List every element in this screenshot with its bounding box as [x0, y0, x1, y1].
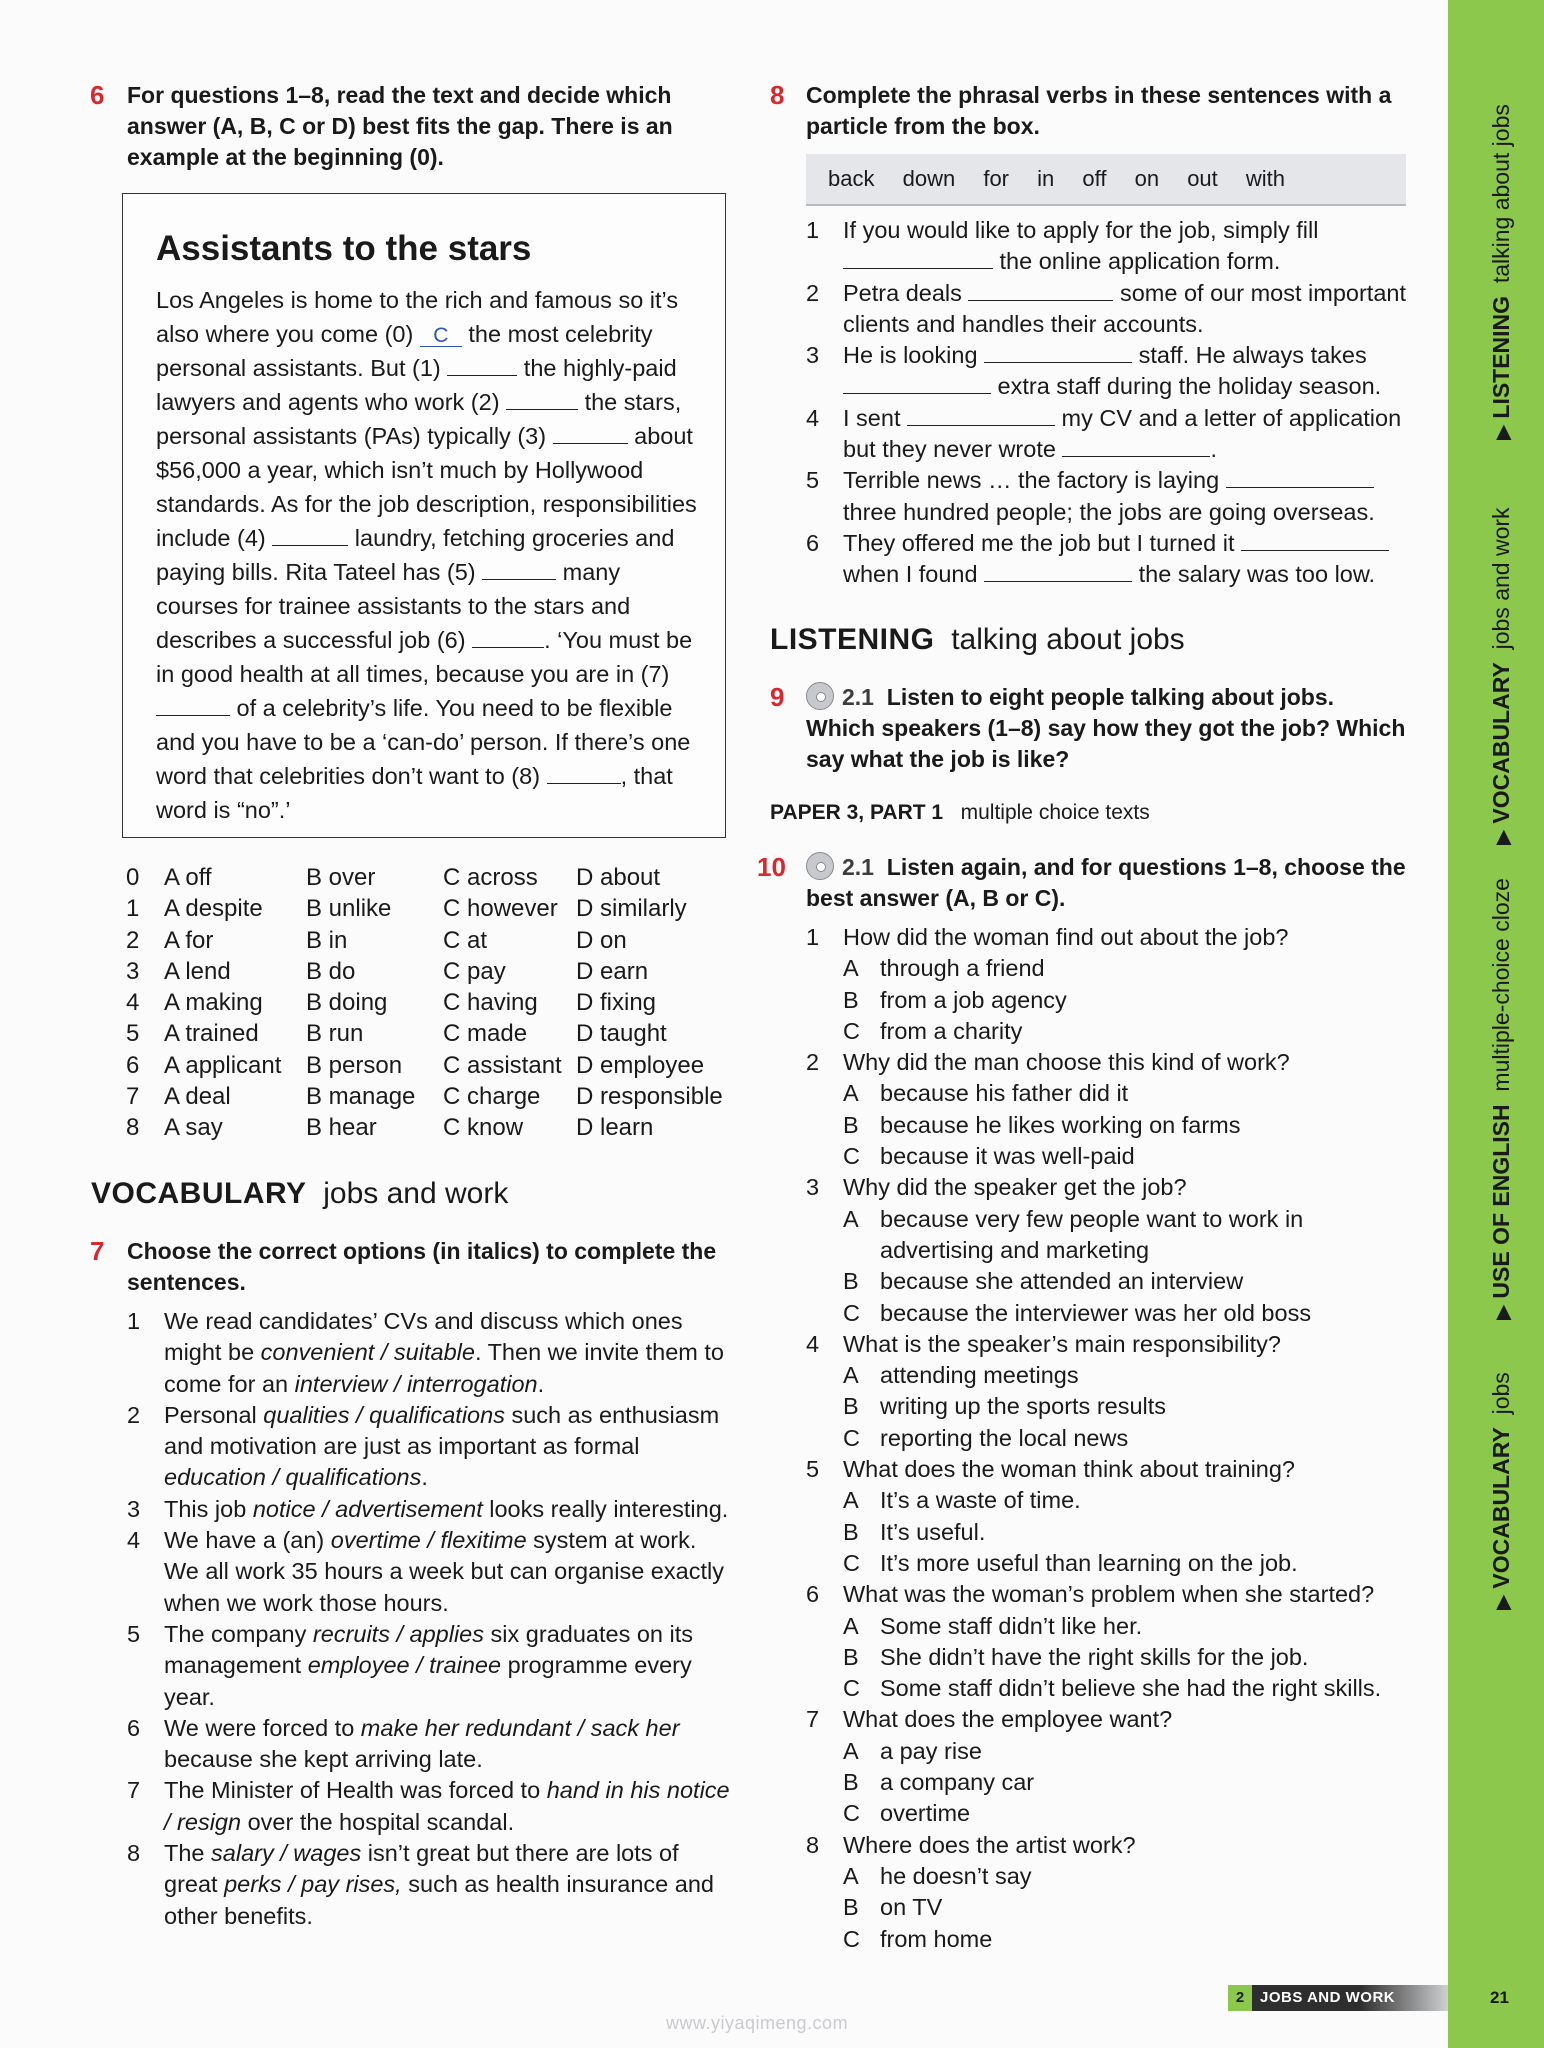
option-letter: C: [843, 1143, 860, 1170]
list-item: 1 If you would like to apply for the job, simply fill the online application form.: [806, 217, 1319, 275]
option-text: because she attended an interview: [880, 1268, 1244, 1295]
option-text: It’s a waste of time.: [880, 1487, 1081, 1514]
answer-option[interactable]: [806, 1767, 1416, 1798]
option-choice[interactable]: make her redundant / sack her: [360, 1714, 680, 1741]
option-row: 2 A for B in C at D on: [126, 926, 627, 954]
particle-word: with: [1245, 166, 1286, 191]
particle-word: on: [1134, 166, 1160, 191]
option-letter: C: [843, 1925, 860, 1952]
question-text: Why did the speaker get the job?: [843, 1174, 1187, 1201]
option-letter: C: [843, 1299, 860, 1326]
text-box-assistants: [122, 193, 726, 838]
list-item: 4 We have a (an) overtime / flexitime system at work. We all work 35 hours a week but can organise exactly when we work those hours.: [127, 1527, 724, 1616]
question-row: [806, 1454, 1416, 1485]
answer-options-table: [126, 862, 723, 1144]
answer-option[interactable]: [806, 1110, 1416, 1141]
unit-number: 2: [1228, 1985, 1252, 2011]
question-text: What does the woman think about training?: [843, 1456, 1295, 1483]
list-item: 1 We read candidates’ CVs and discuss which ones might be convenient / suitable. Then we invite them to come for an interview / interrogation.: [127, 1308, 724, 1397]
exercise-10-instructions: 2.1 Listen again, and for questions 1–8, choose the best answer (A, B or C).: [806, 854, 1406, 911]
question-number: 7: [806, 1706, 820, 1733]
gap-blank[interactable]: [1226, 467, 1374, 488]
option-text: from a job agency: [880, 986, 1067, 1013]
option-choice[interactable]: convenient / suitable: [260, 1339, 475, 1366]
gap-4[interactable]: [272, 525, 348, 546]
option-choice[interactable]: notice / advertisement: [252, 1495, 483, 1522]
exercise-10-number: 10: [757, 852, 786, 882]
answer-option[interactable]: [806, 1485, 1416, 1516]
gap-8[interactable]: [547, 763, 621, 784]
example-answer: C: [420, 326, 462, 347]
answer-option[interactable]: [806, 1642, 1416, 1673]
answer-option[interactable]: [806, 1548, 1416, 1579]
particle-word: in: [1037, 166, 1055, 191]
option-letter: A: [843, 1737, 859, 1764]
option-row: 3 A lend B do C pay D earn: [126, 957, 649, 985]
gap-blank[interactable]: [843, 373, 991, 394]
question-number: 6: [806, 1581, 820, 1608]
answer-option[interactable]: [806, 1517, 1416, 1548]
gap-2[interactable]: [506, 389, 578, 410]
option-choice[interactable]: perks / pay rises,: [224, 1871, 402, 1898]
exercise-7-items: [127, 1306, 732, 1932]
option-text: because it was well-paid: [880, 1143, 1135, 1170]
option-letter: B: [843, 1643, 859, 1670]
watermark: www.yiyaqimeng.com: [666, 2013, 849, 2033]
answer-option[interactable]: [806, 1204, 1416, 1267]
sidebar-label-use-of-english: ▶USE OF ENGLISH multiple-choice cloze: [1488, 878, 1514, 1320]
paper-heading: PAPER 3, PART 1 multiple choice texts: [770, 801, 1150, 824]
option-choice[interactable]: employee / trainee: [307, 1652, 502, 1679]
list-item: 2 Petra deals some of our most important clients and handles their accounts.: [806, 279, 1406, 337]
answer-option[interactable]: [806, 1861, 1416, 1892]
question-text: What was the woman’s problem when she started?: [843, 1581, 1375, 1608]
option-letter: A: [843, 1612, 859, 1639]
option-row: 1 A despite B unlike C however D similarly: [126, 895, 687, 923]
option-choice[interactable]: overtime / flexitime: [330, 1527, 527, 1554]
option-row: 0 A off B over C across D about: [126, 864, 661, 891]
option-choice[interactable]: qualities / qualifications: [263, 1401, 505, 1428]
option-row: 5 A trained B run C made D taught: [126, 1020, 667, 1048]
question-number: 8: [806, 1831, 820, 1858]
option-text: It’s useful.: [880, 1518, 986, 1545]
option-letter: B: [843, 1518, 859, 1545]
option-letter: C: [843, 1424, 860, 1451]
answer-option[interactable]: [806, 1673, 1416, 1704]
particle-word: for: [983, 166, 1010, 191]
option-text: She didn’t have the right skills for the job.: [880, 1643, 1309, 1670]
option-letter: A: [843, 1080, 859, 1107]
exercise-6-number: 6: [90, 80, 105, 110]
option-text: because his father did it: [880, 1080, 1129, 1107]
answer-option[interactable]: [806, 1016, 1416, 1047]
gap-blank[interactable]: [843, 248, 993, 269]
answer-option[interactable]: [806, 1611, 1416, 1642]
option-text: a pay rise: [880, 1737, 982, 1764]
answer-option[interactable]: [806, 1360, 1416, 1391]
option-text: writing up the sports results: [880, 1393, 1167, 1420]
option-letter: C: [843, 1675, 860, 1702]
question-text: Why did the man choose this kind of work?: [843, 1049, 1290, 1076]
cd-audio-icon[interactable]: [806, 682, 834, 710]
option-text: because very few people want to work in advertising and marketing: [880, 1205, 1304, 1263]
option-letter: A: [843, 1487, 859, 1514]
option-row: 4 A making B doing C having D fixing: [126, 989, 657, 1017]
option-letter: C: [843, 1549, 860, 1576]
answer-option[interactable]: [806, 1141, 1416, 1172]
exercise-9-number: 9: [770, 682, 785, 712]
gap-5[interactable]: [482, 559, 556, 580]
exercise-10-questions: [806, 922, 1416, 1955]
gap-blank[interactable]: [1241, 530, 1389, 551]
gap-blank[interactable]: [984, 342, 1132, 363]
option-letter: C: [843, 1800, 860, 1827]
track-number: 2.1: [842, 854, 874, 880]
option-letter: B: [843, 1268, 859, 1295]
answer-option[interactable]: [806, 1423, 1416, 1454]
option-letter: B: [843, 1769, 859, 1796]
sidebar-label-listening: ▶LISTENING talking about jobs: [1488, 104, 1514, 440]
gap-3[interactable]: [553, 423, 628, 444]
list-item: 5 Terrible news … the factory is laying three hundred people; the jobs are going overseas.: [806, 467, 1375, 525]
option-text: Some staff didn’t like her.: [880, 1612, 1143, 1639]
exercise-8-number: 8: [770, 80, 785, 110]
list-item: 4 I sent my CV and a letter of application but they never wrote .: [806, 404, 1402, 463]
answer-option[interactable]: [806, 1266, 1416, 1297]
exercise-7-number: 7: [90, 1236, 105, 1266]
question-number: 4: [806, 1330, 820, 1357]
option-letter: B: [843, 986, 859, 1013]
question-number: 1: [806, 924, 820, 950]
question-number: 5: [806, 1456, 820, 1483]
gap-blank[interactable]: [984, 561, 1132, 582]
particle-word: down: [902, 166, 956, 191]
option-letter: A: [843, 1862, 859, 1889]
unit-title: JOBS AND WORK: [1260, 1989, 1396, 2006]
particle-word-box: [806, 154, 1406, 206]
question-row: [806, 1047, 1416, 1078]
question-row: [806, 1579, 1416, 1610]
exercise-8-items: [806, 215, 1406, 591]
option-choice[interactable]: interview / interrogation: [294, 1370, 538, 1397]
option-text: through a friend: [880, 955, 1045, 982]
sidebar-label-vocabulary-jobs-and-work: ▶VOCABULARY jobs and work: [1488, 507, 1514, 845]
option-row: 7 A deal B manage C charge D responsible: [126, 1083, 723, 1111]
option-letter: A: [843, 1362, 859, 1389]
text-title: Assistants to the stars: [156, 229, 532, 268]
answer-option[interactable]: [806, 1892, 1416, 1923]
gap-blank[interactable]: [907, 405, 1055, 426]
option-text: a company car: [880, 1769, 1035, 1796]
gap-7[interactable]: [156, 695, 230, 716]
option-text: from home: [880, 1925, 993, 1952]
option-text: because he likes working on farms: [880, 1111, 1241, 1138]
vocabulary-heading: VOCABULARY jobs and work: [91, 1177, 509, 1210]
gap-1[interactable]: [447, 355, 517, 376]
question-text: Where does the artist work?: [843, 1831, 1136, 1858]
answer-option[interactable]: [806, 1298, 1416, 1329]
option-text: It’s more useful than learning on the job.: [880, 1549, 1298, 1576]
gap-blank[interactable]: [1062, 436, 1210, 457]
question-row: [806, 1704, 1416, 1735]
option-text: attending meetings: [880, 1362, 1079, 1389]
answer-option[interactable]: [806, 1736, 1416, 1767]
gap-6[interactable]: [472, 627, 544, 648]
question-row: [806, 922, 1416, 953]
option-letter: B: [843, 1111, 859, 1138]
option-letter: B: [843, 1393, 859, 1420]
exercise-6-instructions: For questions 1–8, read the text and decide which answer (A, B, C or D) best fits the gap. There is an example at the beginning (0).: [127, 82, 673, 170]
option-text: on TV: [880, 1894, 943, 1921]
list-item: 3 He is looking staff. He always takes extra staff during the holiday season.: [806, 342, 1382, 400]
list-item: 3 This job notice / advertisement looks really interesting.: [127, 1495, 729, 1522]
list-item: 8 The salary / wages isn’t great but there are lots of great perks / pay rises, such as health insurance and other benefits.: [127, 1840, 714, 1929]
option-text: Some staff didn’t believe she had the right skills.: [880, 1675, 1382, 1702]
option-choice[interactable]: salary / wages: [211, 1840, 362, 1867]
option-text: from a charity: [880, 1017, 1023, 1044]
list-item: 6 They offered me the job but I turned it when I found the salary was too low.: [806, 528, 1406, 591]
question-number: 3: [806, 1174, 820, 1201]
option-choice[interactable]: hand in his notice / resign: [164, 1777, 730, 1835]
answer-option[interactable]: [806, 1078, 1416, 1109]
particle-word: off: [1082, 166, 1107, 191]
option-row: 8 A say B hear C know D learn: [126, 1114, 654, 1142]
question-text: What is the speaker’s main responsibility?: [843, 1330, 1281, 1357]
option-letter: B: [843, 1894, 859, 1921]
option-letter: A: [843, 1205, 859, 1232]
option-text: he doesn’t say: [880, 1862, 1032, 1889]
list-item: 5 The company recruits / applies six graduates on its management employee / trainee programme every year.: [127, 1620, 694, 1710]
option-row: 6 A applicant B person C assistant D employee: [126, 1051, 705, 1079]
answer-option[interactable]: [806, 953, 1416, 984]
question-text: How did the woman find out about the job?: [843, 924, 1289, 950]
sidebar-label-vocabulary-jobs: ▶VOCABULARY jobs: [1488, 1372, 1514, 1610]
track-number: 2.1: [842, 684, 874, 710]
question-row: [806, 1830, 1416, 1861]
cloze-text: Los Angeles is home to the rich and famous so it’s also where you come (0) C the most celebrity personal assistants. But (1) the highly-paid lawyers and agents who work (2) the stars, personal assistants (PAs) typically (3) about $56,000 a year, which isn’t much by Hollywood standards. As for the job description, responsibilities include (4) laundry, fetching groceries and paying bills. Rita Tateel has (5) many courses for trainee assistants to the stars and describes a successful job (6) . ‘You must be in good health at all times, because you are in (7) of a celebrity’s life. You need to be flexible and you have to be a ‘can-do’ person. If there’s one word that celebrities don’t want to (8) , that word is “no”.’: [156, 287, 697, 823]
list-item: 6 We were forced to make her redundant / sack her because she kept arriving late.: [127, 1714, 680, 1773]
unit-tab: [1228, 1985, 1448, 2011]
answer-option[interactable]: [806, 1924, 1416, 1955]
option-text: overtime: [880, 1800, 971, 1827]
listening-heading: LISTENING talking about jobs: [770, 623, 1185, 656]
option-letter: A: [843, 955, 859, 982]
option-text: because the interviewer was her old boss: [880, 1299, 1312, 1326]
question-row: [806, 1329, 1416, 1360]
exercise-8-instructions: Complete the phrasal verbs in these sentences with a particle from the box.: [806, 82, 1392, 139]
answer-option[interactable]: [806, 1391, 1416, 1422]
question-number: 2: [806, 1049, 820, 1076]
option-text: reporting the local news: [880, 1424, 1129, 1451]
gap-blank[interactable]: [968, 280, 1113, 301]
answer-option[interactable]: [806, 985, 1416, 1016]
option-letter: C: [843, 1017, 860, 1044]
exercise-9-instructions: 2.1 Listen to eight people talking about jobs. Which speakers (1–8) say how they got the job? Which say what the job is like?: [806, 684, 1406, 772]
list-item: 2 Personal qualities / qualifications such as enthusiasm and motivation are just as important as formal education / qualifications.: [127, 1401, 720, 1491]
page-number: 21: [1490, 1988, 1509, 2007]
cd-audio-icon[interactable]: [806, 852, 834, 880]
particle-word: out: [1187, 166, 1218, 191]
answer-option[interactable]: [806, 1798, 1416, 1829]
particle-word: back: [828, 166, 875, 191]
question-row: [806, 1172, 1416, 1203]
question-text: What does the employee want?: [843, 1706, 1173, 1733]
option-choice[interactable]: education / qualifications: [164, 1464, 422, 1491]
exercise-7-instructions: Choose the correct options (in italics) to complete the sentences.: [127, 1238, 717, 1295]
option-choice[interactable]: recruits / applies: [312, 1620, 485, 1647]
list-item: 7 The Minister of Health was forced to hand in his notice / resign over the hospital scandal.: [127, 1777, 730, 1835]
